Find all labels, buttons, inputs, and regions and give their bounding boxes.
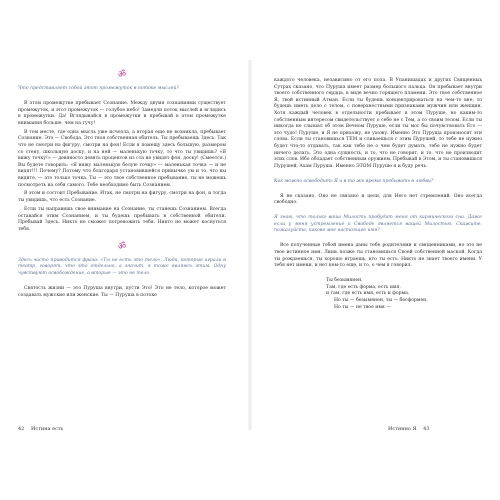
verse-line: и там, где есть имя, есть и форма.: [326, 291, 410, 297]
body-paragraph: В этом промежутке пребывает Сознание. Между двумя сознаниями существует промежуток, и этот промежуток — голубое небо! Замедли поток мыслей и вглядись в промежутки. Да! Вглядывайся в промежутки и пребывай в этом промежутке внимания больше, чем на тучу!: [18, 100, 226, 126]
verse-line: Ты безымянен.: [326, 278, 363, 284]
book-gutter: [248, 60, 252, 430]
body-paragraph: Все полученные тобой имена даны тебе родителями и священниками, но это не твое истинное имя. Лишь позже ты становишься Своей собственной маской. Когда ты рождаешься, ты хорошо играешь, кто ты есть. Никто не знает твоего имени. У тебя нет имени, и нет кем-то еще, и то, о чем я говорил.: [274, 243, 482, 269]
verse-line: Там, где есть форма, есть имя,: [326, 284, 401, 290]
right-page: [274, 78, 482, 418]
running-title: Истина есть: [30, 426, 64, 432]
page-number: 42: [18, 426, 25, 432]
running-title: Истинно Я: [388, 426, 417, 432]
body-paragraph: В этом и состоит Пребывание. Итак, не смотри на фигуру, смотри на фон, и тогда ты увидишь, что есть Сознание.: [18, 191, 226, 204]
body-paragraph: Если ты направишь свое внимание на Сознание, ты станешь Сознанием. Всегда оставайся этим Сознанием, и ты будешь пребывать в собственной обители. Пребывай Здесь. Никто не сможет потревожить тебя. Никто не может коснуться тебя.: [18, 207, 226, 232]
left-page-footer: [18, 426, 63, 432]
page-number: 43: [423, 426, 430, 432]
body-paragraph: Я не сказано, Оно не связано и цели, для Него нет стремлений. Оно всегда свободно.: [274, 193, 482, 206]
right-page-footer: [388, 426, 430, 432]
om-symbol-icon: ॐ: [117, 70, 127, 80]
body-paragraph: Святость жизни — это Пуруша внутри, пусти Это! Это не тело, которое может создавать мужские или женские. Ты — Пуруша в потоке: [18, 286, 226, 298]
om-symbol-icon: ॐ: [117, 241, 127, 252]
question-text: Здесь часто приводится фраза: «Ты не есть это тело». Люди, которые играли в театр, говорят, что это отдельно, а значит, я тоже являюсь этим. Одну чувствуют освобождение, а вторые — это не тело.: [18, 257, 226, 277]
question-text: Я знаю, что только ваша Милость пробудит меня от кармического сна. Даже если у меня устремление к Свободе является вашей Милостью. Скажите, пожалуйста, каково мое настоящее имя?: [274, 215, 482, 234]
verse-line: Но ты — не твое имя —: [334, 304, 391, 310]
left-page: [18, 70, 226, 410]
verse-line: Но ты — безымянен, ты — бесформен,: [334, 297, 428, 303]
body-paragraph: В том месте, где одна мысль уже исчезла, а вторая еще не возникла, пребывает Сознание. Это — Свобода. Это твоя собственная обитель. Ты пребываешь Здесь. Так что не смотри на фигуру, смотри на фон! Если я помещу здесь большую, размером со стену, школьную доску, и на ней — маленькую точку, то что ты увидишь? «Я вижу точку!» — девяносто девять процентов из ста не увидят фон, доску! (Смеется.) Вы будете говорить: «Я вижу маленькую белую точку» — маленькая точка — и не видят!!! Почему? Потому что благодаря установившейся привычке ум и то, что вы видите, — это только точка. Ты — это твое собственное пребывание, ты не можешь посмотреть на себя самого. Тебе необходимо быть Сознанием.: [18, 129, 226, 188]
body-paragraph: каждого человека, независимо от его пола. В Упанишадах и других Священных Сутрах сказано, что Пуруша имеет размер большого пальца. Он пребывает внутри твоего собственного сердца, в виде вечно горящего пламени. Это твое собственное Я, твой истинный Атман. Если ты будешь концентрироваться на чем-то вне, то будешь иметь дело с телом, с поверхностными признаками мужчин или женщин. Хотя каждый человек в отдельности пребывает в этом Пуруше, но каким-то собственным интересом свидетельствует о себе не с Тем, а со своим телом. Если ты никогда не слышал об этом Вечном Пуруше, если ты мог бы почувствовать Его — это чудо! Пуруше, и Я не прихожу, не ухожу. Именно Это Пуруша произносит эти слова. Если ты становишься ТЕМ и сливаешься с этим Пурушей, то тебе не нужно будет что-то отдавать, так как тебе не о чем будет думать, тебе не нужно будет ничего делать. Это одна сущность, и то, что не говорит, и то, что не производит этих слов. Ибо обладает собственным оружием. Пребывай в Этом, и ты становишься Пурушей, Ахам Пуруша. Именно ЭТОМ Пуруше я и буду речь.: [274, 78, 482, 169]
question-text: Как можно освободить Я и в то же время пребывать в любви?: [274, 178, 434, 184]
verse-block: [326, 278, 482, 311]
question-text: Что представляет собой этот промежуток в потоке мыслей?: [18, 86, 179, 91]
